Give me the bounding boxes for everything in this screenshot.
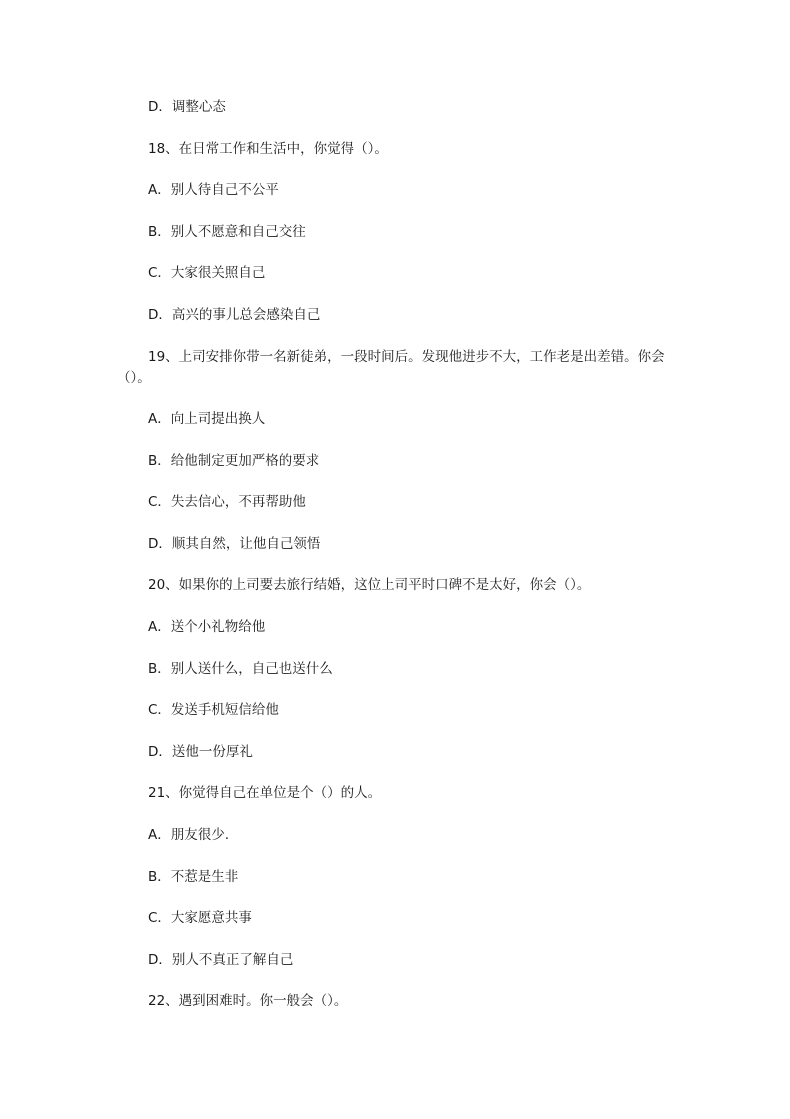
option-20-c: C．发送手机短信给他 <box>148 702 279 718</box>
option-18-b: B．别人不愿意和自己交往 <box>148 224 306 240</box>
option-19-d: D．顺其自然，让他自己领悟 <box>148 536 321 552</box>
option-21-b: B．不惹是生非 <box>148 869 239 885</box>
option-17-d: D．调整心态 <box>148 99 226 115</box>
option-20-d: D．送他一份厚礼 <box>148 744 253 760</box>
option-21-a: A．朋友很少. <box>148 827 230 843</box>
option-19-c: C．失去信心，不再帮助他 <box>148 494 306 510</box>
option-19-b: B．给他制定更加严格的要求 <box>148 453 320 469</box>
question-22: 22、遇到困难时。你一般会（）。 <box>148 993 348 1009</box>
option-21-c: C．大家愿意共事 <box>148 910 252 926</box>
option-19-a: A．向上司提出换人 <box>148 411 266 427</box>
option-18-c: C．大家很关照自己 <box>148 265 266 281</box>
option-18-a: A．别人待自己不公平 <box>148 182 279 198</box>
question-20: 20、如果你的上司要去旅行结婚，这位上司平时口碑不是太好，你会（）。 <box>148 577 591 593</box>
option-20-b: B．别人送什么，自己也送什么 <box>148 661 333 677</box>
question-18: 18、在日常工作和生活中，你觉得（）。 <box>148 141 388 157</box>
question-19: 19、上司安排你带一名新徒弟，一段时间后。发现他进步不大，工作老是出差错。你会（）。 <box>117 349 665 386</box>
option-18-d: D．高兴的事儿总会感染自己 <box>148 307 321 323</box>
option-20-a: A．送个小礼物给他 <box>148 619 266 635</box>
question-21: 21、你觉得自己在单位是个（）的人。 <box>148 785 382 801</box>
option-21-d: D．别人不真正了解自己 <box>148 952 294 968</box>
